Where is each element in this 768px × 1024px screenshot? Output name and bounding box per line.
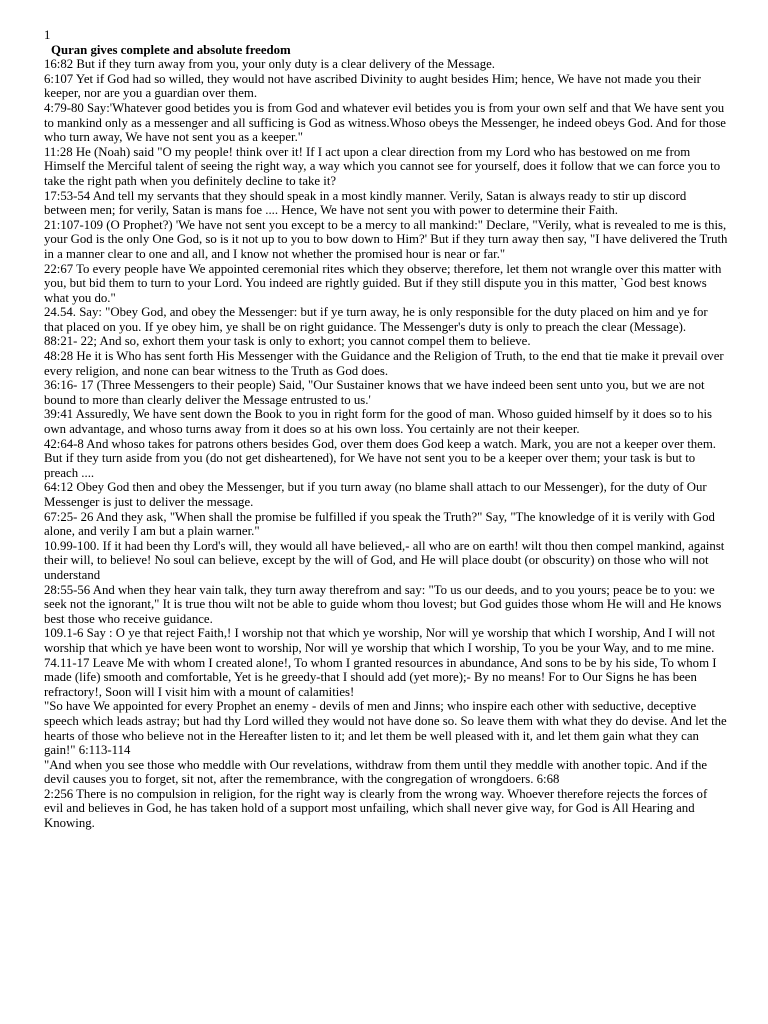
verse-paragraph: 10.99-100. If it had been thy Lord's will, they would all have believed,- all who are on earth! wilt thou then compel mankind, against their will, to believe! No soul can believe, except by the will of God, and He will place doubt (or obscurity) on those who will not understand	[44, 538, 725, 582]
verse-paragraph: 88:21- 22; And so, exhort them your task is only to exhort; you cannot compel them to believe.	[44, 334, 531, 349]
verse-paragraph: 16:82 But if they turn away from you, your only duty is a clear delivery of the Message.	[44, 57, 495, 72]
verse-paragraph: 24.54. Say: "Obey God, and obey the Messenger: but if ye turn away, he is only responsible for the duty placed on him and ye for that placed on you. If ye obey him, ye shall be on right guidance. The Messenger's duty is only to preach the clear (Message).	[44, 305, 708, 334]
page-number: 1	[44, 28, 51, 42]
verse-paragraph: 22:67 To every people have We appointed ceremonial rites which they observe; therefore, let them not wrangle over this matter with you, but bid them to turn to your Lord. You indeed are rightly guided. But if they still dispute you in this matter, `God best knows what you do."	[44, 261, 722, 305]
verse-paragraph: "So have We appointed for every Prophet an enemy - devils of men and Jinns; who inspire each other with seductive, deceptive speech which leads astray; but had thy Lord willed they would not have done so. So leave them with what they do devise. And let the hearts of those who believe not in the Hereafter listen to it; and let them be well pleased with it, and let them gain what they can gain!" 6:113-114	[44, 699, 727, 758]
verse-paragraph: 6:107 Yet if God had so willed, they would not have ascribed Divinity to aught besides Him; hence, We have not made you their keeper, nor are you a guardian over them.	[44, 71, 701, 101]
verse-paragraph: 28:55-56 And when they hear vain talk, they turn away therefrom and say: "To us our deeds, and to you yours; peace be to you: we seek not the ignorant," It is true thou wilt not be able to guide whom thou lovest; but God guides those whom He will and He knows best those who receive guidance.	[44, 582, 722, 626]
verse-paragraph: 39:41 Assuredly, We have sent down the Book to you in right form for the good of man. Whoso guided himself by it does so to his own advantage, and whoso turns away from it does so at his own loss. You certainly are not their keeper.	[44, 407, 713, 437]
verse-paragraph: "And when you see those who meddle with Our revelations, withdraw from them until they meddle with another topic. And if the devil causes you to forget, sit not, after the remembrance, with the congregation of wrongdoers. 6:68	[44, 757, 708, 787]
verse-paragraph: 36:16- 17 (Three Messengers to their people) Said, "Our Sustainer knows that we have indeed been sent unto you, but we are not bound to more than clearly deliver the Message entrusted to us.'	[44, 378, 705, 407]
verse-paragraph: 21:107-109 (O Prophet?) 'We have not sent you except to be a mercy to all mankind:" Declare, "Verily, what is revealed to me is this, your God is the only One God, so is it not up to you to bow down to Him?' But if they turn away then say, "I have delivered the Truth in a manner clear to one and all, and I know not whether the promised hour is near or far."	[44, 217, 728, 261]
document-title: Quran gives complete and absolute freedom	[51, 42, 291, 57]
verse-list	[44, 57, 728, 830]
verse-paragraph: 4:79-80 Say:'Whatever good betides you is from God and whatever evil betides you is from your own self and that We have sent you to mankind only as a messenger and all sufficing is God as witness.Whoso obeys the Messenger, he indeed obeys God. And for those who turn away, We have not sent you as a keeper."	[44, 100, 726, 145]
document-page	[44, 28, 728, 831]
verse-paragraph: 74.11-17 Leave Me with whom I created alone!, To whom I granted resources in abundance, And sons to be by his side, To whom I made (life) smooth and comfortable, Yet is he greedy-that I should add (yet more);- By no means! For to Our Signs he has been refractory!, Soon will I visit him with a mount of calamities!	[44, 655, 717, 699]
verse-paragraph: 48:28 He it is Who has sent forth His Messenger with the Guidance and the Religion of Truth, to the end that tie make it prevail over every religion, and none can bear witness to the Truth as God does.	[44, 349, 724, 378]
verse-paragraph: 67:25- 26 And they ask, "When shall the promise be fulfilled if you speak the Truth?" Say, "The knowledge of it is verily with God alone, and verily I am but a plain warner."	[44, 509, 715, 539]
verse-paragraph: 64:12 Obey God then and obey the Messenger, but if you turn away (no blame shall attach to our Messenger), for the duty of Our Messenger is just to deliver the message.	[44, 480, 707, 509]
verse-paragraph: 2:256 There is no compulsion in religion, for the right way is clearly from the wrong way. Whoever therefore rejects the forces of evil and believes in God, he has taken hold of a support most unfailing, which shall never give way, for God is All Hearing and Knowing.	[44, 786, 708, 831]
verse-paragraph: 17:53-54 And tell my servants that they should speak in a most kindly manner. Verily, Satan is always ready to stir up discord between men; for verily, Satan is mans foe .... Hence, We have not sent you with power to determine their Faith.	[44, 188, 687, 218]
verse-paragraph: 11:28 He (Noah) said "O my people! think over it! If I act upon a clear direction from my Lord who has bestowed on me from Himself the Merciful talent of seeing the right way, a way which you cannot see for yourself, does it follow that we can force you to take the right path when you definitely decline to take it?	[44, 144, 721, 188]
verse-paragraph: 42:64-8 And whoso takes for patrons others besides God, over them does God keep a watch. Mark, you are not a keeper over them. But if they turn aside from you (do not get disheartened), for We have not sent you to be a keeper over them; your task is but to preach ....	[44, 436, 717, 480]
verse-paragraph: 109.1-6 Say : O ye that reject Faith,! I worship not that which ye worship, Nor will ye worship that which I worship, And I will not worship that which ye have been wont to worship, Nor will ye worship that which I worship, To you be your Way, and to me mine.	[44, 626, 716, 655]
